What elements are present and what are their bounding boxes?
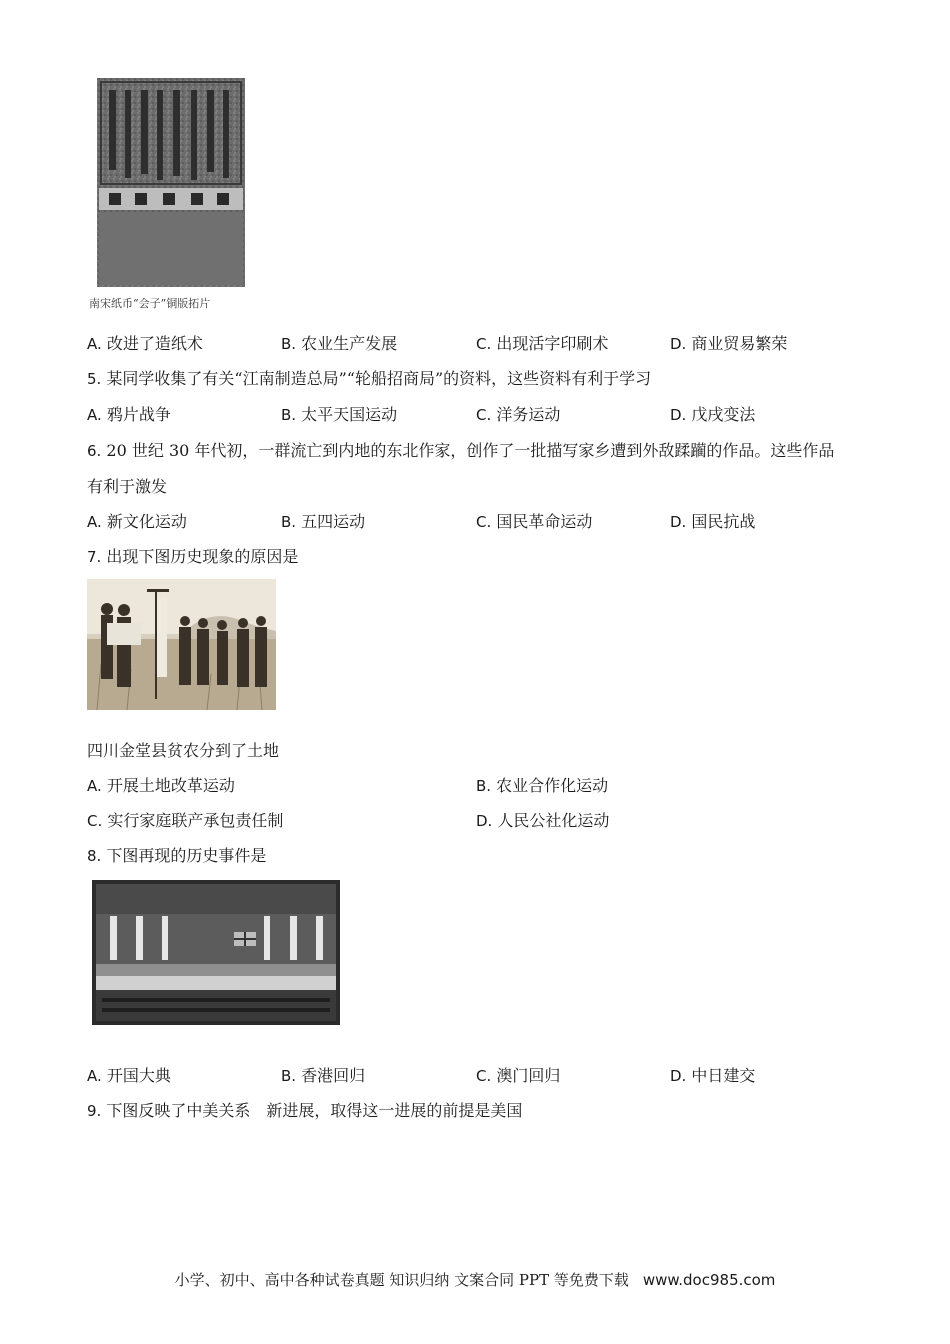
q6-option-b[interactable]: B. 五四运动 (281, 512, 366, 531)
q9-stem: 9. 下图反映了中美关系 新进展，取得这一进展的前提是美国 (87, 1101, 523, 1120)
land-reform-photo (87, 579, 276, 710)
q5-stem: 5. 某同学收集了有关“江南制造总局”“轮船招商局”的资料，这些资料有利于学习 (87, 369, 652, 388)
q4-option-c[interactable]: C. 出现活字印刷术 (476, 334, 609, 353)
q7-option-b[interactable]: B. 农业合作化运动 (476, 776, 609, 795)
q4-option-d[interactable]: D. 商业贸易繁荣 (670, 334, 788, 353)
q8-option-b[interactable]: B. 香港回归 (281, 1066, 366, 1085)
page-footer (0, 1270, 950, 1290)
footer-text: 小学、初中、高中各种试卷真题 知识归纳 文案合同 PPT 等免费下载 (174, 1271, 629, 1289)
land-reform-photo-caption: 四川金堂县贫农分到了土地 (87, 741, 280, 760)
q7-stem: 7. 出现下图历史现象的原因是 (87, 547, 299, 566)
q6-stem-line2: 有利于激发 (87, 477, 168, 496)
q7-option-d[interactable]: D. 人民公社化运动 (476, 811, 610, 830)
q6-stem-line1: 6. 20 世纪 30 年代初，一群流亡到内地的东北作家，创作了一批描写家乡遭到外敌蹂躏的作品。这些作品 (87, 441, 835, 460)
handover-ceremony-photo (92, 880, 340, 1025)
q4-option-a[interactable]: A. 改进了造纸术 (87, 334, 203, 353)
q5-option-c[interactable]: C. 洋务运动 (476, 405, 561, 424)
q5-option-d[interactable]: D. 戊戌变法 (670, 405, 756, 424)
q8-option-c[interactable]: C. 澳门回归 (476, 1066, 561, 1085)
banknote-rubbing-caption: 南宋纸币“会子”铜版拓片 (89, 297, 211, 310)
q8-stem: 8. 下图再现的历史事件是 (87, 846, 267, 865)
q6-option-a[interactable]: A. 新文化运动 (87, 512, 187, 531)
q6-option-c[interactable]: C. 国民革命运动 (476, 512, 593, 531)
q8-option-a[interactable]: A. 开国大典 (87, 1066, 171, 1085)
q5-option-b[interactable]: B. 太平天国运动 (281, 405, 398, 424)
banknote-rubbing-image (95, 76, 247, 289)
footer-url[interactable]: www.doc985.com (642, 1271, 776, 1289)
q7-option-a[interactable]: A. 开展土地改革运动 (87, 776, 235, 795)
q6-option-d[interactable]: D. 国民抗战 (670, 512, 756, 531)
q4-option-b[interactable]: B. 农业生产发展 (281, 334, 398, 353)
q5-option-a[interactable]: A. 鸦片战争 (87, 405, 171, 424)
q7-option-c[interactable]: C. 实行家庭联产承包责任制 (87, 811, 284, 830)
q8-option-d[interactable]: D. 中日建交 (670, 1066, 756, 1085)
